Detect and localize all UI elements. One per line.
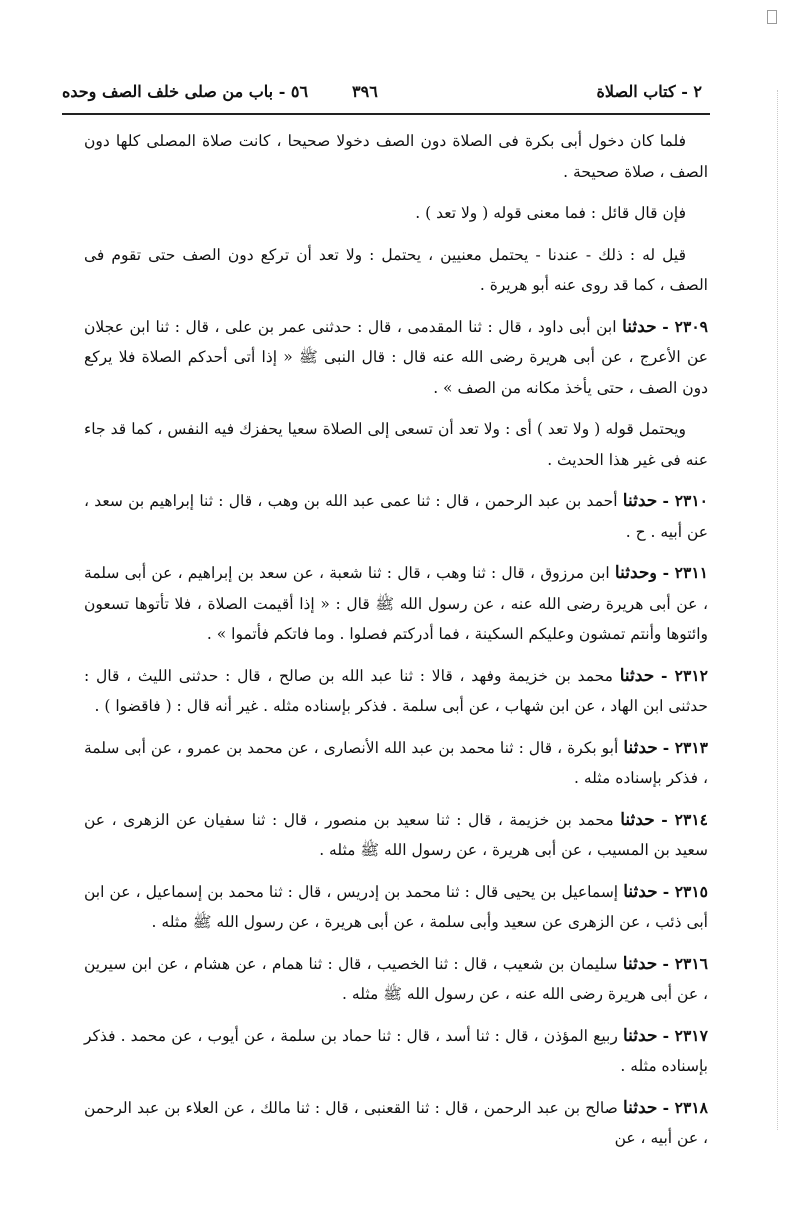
hadith-2313	[84, 733, 708, 794]
hadith-text: إسماعيل بن يحيى قال : ثنا محمد بن إدريس ، قال : ثنا محمد بن إسماعيل ، عن ابن أبى ذئب ، عن الزهرى عن سعيد وأبى سلمة ، عن أبى هريرة ، عن رسول الله ﷺ مثله .	[84, 882, 708, 931]
hadith-number: ٢٣١٨ -	[662, 1097, 708, 1117]
page-header	[62, 78, 702, 112]
hadith-2317	[84, 1021, 708, 1082]
haddathana-word: حدثنا	[619, 665, 655, 686]
page-number: ٣٩٦	[352, 82, 378, 101]
paragraph-text: فإن قال قائل : فما معنى قوله ( ولا تعد ) .	[415, 204, 686, 222]
hadith-number: ٢٣١٤ -	[661, 809, 708, 829]
hadith-2314	[84, 805, 708, 866]
header-rule	[62, 113, 710, 115]
haddathana-word: حدثنا	[614, 563, 650, 583]
paragraph-text: فلما كان دخول أبى بكرة فى الصلاة دون الصف دخولا صحيحا ، كانت صلاة المصلى كلها دون الصف ، صلاة صحيحة .	[84, 132, 708, 181]
hadith-number: ٢٣١١ - و	[649, 563, 708, 582]
hadith-text: أبو بكرة ، قال : ثنا محمد بن عبد الله الأنصارى ، عن محمد بن عمرو ، عن أبى سلمة ، فذكر بإسناده مثله .	[84, 738, 708, 787]
hadith-number: ٢٣١٠ -	[662, 491, 708, 510]
hadith-text: ربيع المؤذن ، قال : ثنا أسد ، قال : ثنا حماد بن سلمة ، عن أيوب ، عن محمد . فذكر بإسناده مثله .	[84, 1026, 708, 1075]
hadith-2312	[84, 661, 708, 722]
hadith-2318	[84, 1093, 708, 1154]
hadith-number: ٢٣٠٩ -	[662, 316, 708, 336]
hadith-2316	[84, 949, 708, 1010]
paragraph-text: ويحتمل قوله ( ولا تعد ) أى : ولا تعد أن تسعى إلى الصلاة سعيا يحفزك فيه النفس ، كما قد جاء عنه فى غير هذا الحديث .	[84, 420, 708, 469]
paragraph	[84, 126, 708, 187]
hadith-text: ابن مرزوق ، قال : ثنا وهب ، قال : ثنا شعبة ، عن سعد بن إبراهيم ، عن أبى سلمة ، عن أبى هريرة رضى الله عنه ، عن رسول الله ﷺ قال : « إذا أقيمت الصلاة ، فلا تأتوها تسعون وائتوها وأنتم تمشون وعليكم السكينة ، فما أدركتم فصلوا . وما فاتكم فأتموا » .	[84, 564, 708, 643]
hadith-text: صالح بن عبد الرحمن ، قال : ثنا القعنبى ، قال : ثنا مالك ، عن العلاء بن عبد الرحمن ، عن أبيه ، عن	[84, 1098, 708, 1147]
haddathana-word: حدثنا	[622, 953, 658, 974]
hadith-2311	[84, 558, 708, 650]
haddathana-word: حدثنا	[623, 737, 658, 758]
paragraph	[84, 414, 708, 475]
hadith-2310	[84, 486, 708, 547]
paragraph	[84, 240, 708, 301]
hadith-2315	[84, 877, 708, 938]
haddathana-word: حدثنا	[623, 881, 658, 902]
hadith-text: أحمد بن عبد الرحمن ، قال : ثنا عمى عبد الله بن وهب ، قال : ثنا إبراهيم بن سعد ، عن أبيه . ح .	[84, 492, 708, 541]
haddathana-word: حدثنا	[622, 1025, 658, 1046]
haddathana-word: حدثنا	[622, 1097, 658, 1118]
hadith-text: محمد بن خزيمة وفهد ، قالا : ثنا عبد الله بن صالح ، قال : حدثنى الليث ، قال : حدثنى ابن الهاد ، عن ابن شهاب ، عن أبى سلمة . فذكر بإسناده مثله . غير أنه قال : ( فاقضوا ) .	[84, 666, 708, 715]
paragraph-text: قيل له : ذلك - عندنا - يحتمل معنيين ، يحتمل : ولا تعد أن تركع دون الصف حتى تقوم فى الصف ، كما قد روى عنه أبو هريرة .	[84, 245, 708, 294]
haddathana-word: حدثنا	[620, 809, 655, 830]
hadith-text: سليمان بن شعيب ، قال : ثنا الخصيب ، قال : ثنا همام ، عن هشام ، عن ابن سيرين ، عن أبى هريرة رضى الله عنه ، عن رسول الله ﷺ مثله .	[84, 954, 708, 1003]
hadith-number: ٢٣١٦ -	[662, 953, 708, 973]
margin-line	[777, 90, 778, 1130]
hadith-number: ٢٣١٣ -	[662, 737, 708, 757]
haddathana-word: حدثنا	[622, 316, 657, 337]
hadith-number: ٢٣١٧ -	[662, 1025, 708, 1045]
paragraph	[84, 198, 708, 229]
hadith-number: ٢٣١٥ -	[662, 881, 708, 901]
page-body	[84, 126, 708, 1165]
hadith-text: ابن أبى داود ، قال : ثنا المقدمى ، قال : حدثنى عمر بن على ، قال : ثنا ابن عجلان عن الأعرج ، عن أبى هريرة رضى الله عنه قال : قال النبى ﷺ « إذا أتى أحدكم الصلاة فلا يركع دون الصف ، حتى يأخذ مكانه من الصف » .	[84, 317, 708, 397]
book-title: ٢ - كتاب الصلاة	[596, 82, 702, 101]
corner-mark	[767, 10, 777, 24]
hadith-2309	[84, 312, 708, 404]
hadith-number: ٢٣١٢ -	[661, 665, 708, 685]
hadith-text: محمد بن خزيمة ، قال : ثنا سعيد بن منصور ، قال : ثنا سفيان عن الزهرى ، عن سعيد بن المسيب ، عن أبى هريرة ، عن رسول الله ﷺ مثله .	[84, 810, 708, 859]
haddathana-word: حدثنا	[622, 491, 658, 511]
chapter-title: ٥٦ - باب من صلى خلف الصف وحده	[62, 82, 309, 101]
